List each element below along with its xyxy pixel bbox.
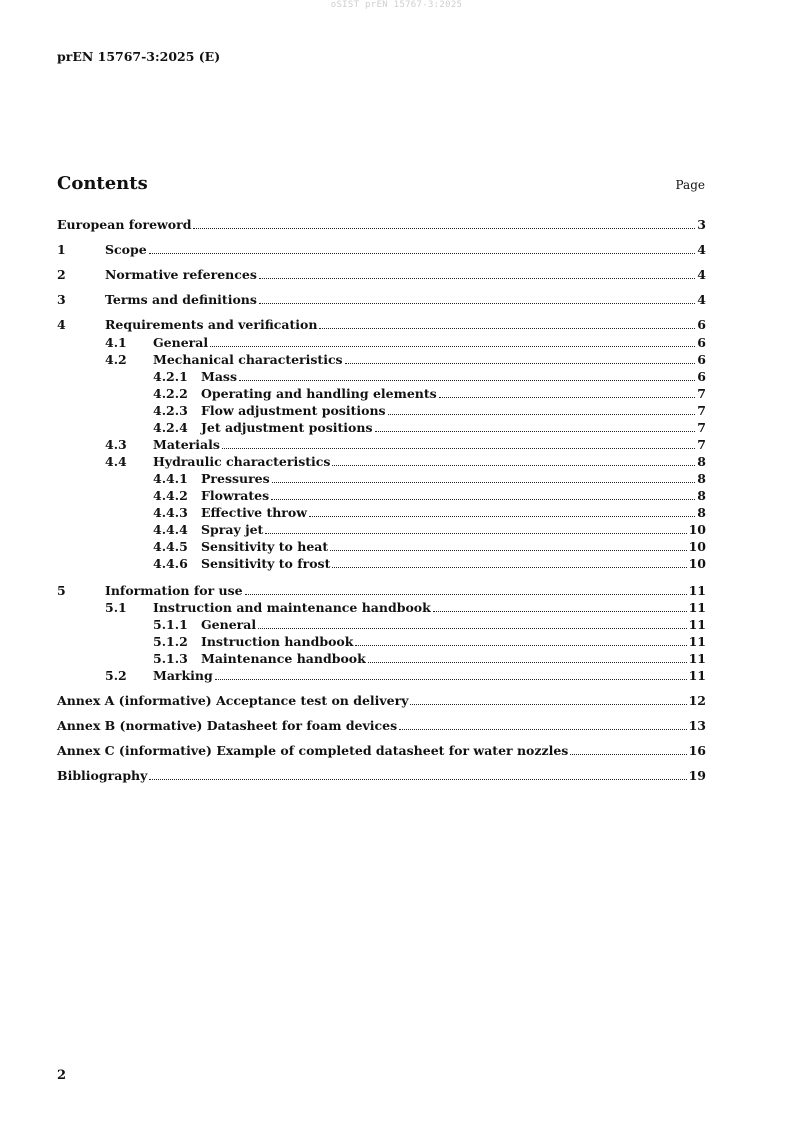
toc-entry[interactable] <box>57 538 706 555</box>
toc-entry-title: Maintenance handbook <box>201 651 366 666</box>
toc-entry-page: 8 <box>697 505 706 520</box>
toc-dot-leader <box>259 302 695 304</box>
toc-dot-leader <box>332 464 695 466</box>
toc-entry-page: 3 <box>697 217 706 232</box>
toc-entry[interactable] <box>57 667 706 684</box>
page-column-label: Page <box>675 178 705 192</box>
toc-dot-leader <box>433 610 687 612</box>
toc-dot-leader <box>265 532 686 534</box>
toc-entry[interactable] <box>57 291 706 308</box>
toc-dot-leader <box>215 678 687 680</box>
toc-entry[interactable] <box>57 216 706 233</box>
toc-entry-title: Spray jet <box>201 522 264 537</box>
toc-entry-title: Flowrates <box>201 488 270 503</box>
toc-entry-number: 4.2.4 <box>153 420 188 435</box>
toc-entry-page: 8 <box>697 488 706 503</box>
toc-entry[interactable] <box>57 419 706 436</box>
toc-entry-number: 4.4.4 <box>153 522 188 537</box>
toc-dot-leader <box>222 447 695 449</box>
toc-entry-number: 5.2 <box>105 668 127 683</box>
toc-entry-number: 4.4 <box>105 454 127 469</box>
toc-entry-title: Pressures <box>201 471 270 486</box>
toc-entry-title: Normative references <box>105 267 257 282</box>
toc-entry-title: Requirements and verification <box>105 317 318 332</box>
toc-entry[interactable] <box>57 692 706 709</box>
toc-entry-title: Sensitivity to heat <box>201 539 329 554</box>
toc-entry[interactable] <box>57 616 706 633</box>
toc-entry[interactable] <box>57 334 706 351</box>
toc-entry-number: 4.2 <box>105 352 127 367</box>
toc-dot-leader <box>410 703 686 705</box>
toc-entry-page: 4 <box>697 267 706 282</box>
toc-entry-number: 5.1.3 <box>153 651 188 666</box>
toc-entry-number: 4.2.3 <box>153 403 188 418</box>
toc-entry[interactable] <box>57 767 706 784</box>
toc-dot-leader <box>245 593 687 595</box>
toc-entry-page: 19 <box>688 768 706 783</box>
toc-entry[interactable] <box>57 633 706 650</box>
toc-entry-title: Mass <box>201 369 238 384</box>
toc-dot-leader <box>259 277 695 279</box>
toc-entry-number: 2 <box>57 267 66 282</box>
toc-entry-title: General <box>153 335 209 350</box>
toc-entry-title: Marking <box>153 668 213 683</box>
toc-entry-number: 4.1 <box>105 335 127 350</box>
toc-entry-number: 4.2.1 <box>153 369 188 384</box>
toc-entry-page: 6 <box>697 335 706 350</box>
toc-entry-title: Instruction handbook <box>201 634 354 649</box>
toc-entry-number: 4.4.5 <box>153 539 188 554</box>
toc-dot-leader <box>570 753 686 755</box>
toc-entry-title: Sensitivity to frost <box>201 556 331 571</box>
toc-entry-page: 6 <box>697 369 706 384</box>
toc-dot-leader <box>345 362 696 364</box>
watermark: oSIST prEN 15767-3:2025 <box>330 0 463 10</box>
toc-entry-page: 7 <box>697 420 706 435</box>
toc-dot-leader <box>399 728 686 730</box>
toc-entry-number: 4.4.3 <box>153 505 188 520</box>
toc-dot-leader <box>330 549 686 551</box>
toc-entry-page: 8 <box>697 471 706 486</box>
toc-entry-page: 8 <box>697 454 706 469</box>
toc-entry-number: 5.1 <box>105 600 127 615</box>
toc-entry[interactable] <box>57 453 706 470</box>
document-id-header: prEN 15767-3:2025 (E) <box>57 49 221 64</box>
toc-entry-page: 6 <box>697 317 706 332</box>
toc-entry-page: 6 <box>697 352 706 367</box>
toc-entry-number: 5.1.2 <box>153 634 188 649</box>
toc-entry-page: 16 <box>688 743 706 758</box>
toc-entry-title: European foreword <box>57 217 192 232</box>
toc-entry-page: 7 <box>697 386 706 401</box>
toc-entry-title: Materials <box>153 437 220 452</box>
toc-dot-leader <box>332 566 686 568</box>
toc-entry[interactable] <box>57 368 706 385</box>
toc-entry-title: Annex B (normative) Datasheet for foam devices <box>57 718 398 733</box>
toc-dot-leader <box>309 515 695 517</box>
toc-entry-title: Flow adjustment positions <box>201 403 386 418</box>
toc-entry[interactable] <box>57 402 706 419</box>
toc-entry-page: 4 <box>697 242 706 257</box>
toc-entry-title: Scope <box>105 242 147 257</box>
toc-entry[interactable] <box>57 316 706 333</box>
toc-entry[interactable] <box>57 504 706 521</box>
toc-entry-title: Annex A (informative) Acceptance test on delivery <box>57 693 409 708</box>
toc-dot-leader <box>193 227 695 229</box>
toc-entry-number: 4 <box>57 317 66 332</box>
toc-entry[interactable] <box>57 555 706 572</box>
toc-dot-leader <box>271 498 695 500</box>
toc-entry[interactable] <box>57 599 706 616</box>
toc-entry-page: 4 <box>697 292 706 307</box>
toc-entry-page: 10 <box>688 556 706 571</box>
toc-dot-leader <box>272 481 696 483</box>
toc-entry-title: Operating and handling elements <box>201 386 437 401</box>
toc-entry-page: 11 <box>688 583 706 598</box>
toc-entry[interactable] <box>57 351 706 368</box>
toc-dot-leader <box>258 627 686 629</box>
toc-entry-page: 13 <box>688 718 706 733</box>
toc-entry-title: Bibliography <box>57 768 148 783</box>
toc-entry-title: Terms and definitions <box>105 292 257 307</box>
toc-dot-leader <box>149 252 696 254</box>
toc-dot-leader <box>375 430 696 432</box>
toc-entry-title: Hydraulic characteristics <box>153 454 331 469</box>
toc-entry-number: 1 <box>57 242 66 257</box>
toc-entry[interactable] <box>57 487 706 504</box>
toc-entry[interactable] <box>57 241 706 258</box>
toc-dot-leader <box>388 413 696 415</box>
toc-entry[interactable] <box>57 436 706 453</box>
toc-entry[interactable] <box>57 266 706 283</box>
toc-dot-leader <box>210 345 695 347</box>
toc-entry-page: 7 <box>697 403 706 418</box>
toc-entry-page: 7 <box>697 437 706 452</box>
toc-dot-leader <box>355 644 686 646</box>
toc-entry-page: 10 <box>688 522 706 537</box>
toc-dot-leader <box>439 396 696 398</box>
page-number: 2 <box>57 1068 67 1083</box>
toc-entry[interactable] <box>57 385 706 402</box>
toc-entry-number: 5.1.1 <box>153 617 188 632</box>
toc-entry-number: 4.2.2 <box>153 386 188 401</box>
toc-entry[interactable] <box>57 742 706 759</box>
toc-entry-number: 4.3 <box>105 437 127 452</box>
toc-entry[interactable] <box>57 717 706 734</box>
toc-entry-number: 4.4.1 <box>153 471 188 486</box>
toc-entry-page: 11 <box>688 617 706 632</box>
toc-dot-leader <box>319 327 695 329</box>
toc-entry-page: 12 <box>688 693 706 708</box>
toc-entry-title: Information for use <box>105 583 243 598</box>
toc-entry-title: General <box>201 617 257 632</box>
toc-entry[interactable] <box>57 521 706 538</box>
toc-dot-leader <box>239 379 695 381</box>
toc-entry-page: 11 <box>688 634 706 649</box>
toc-entry[interactable] <box>57 582 706 599</box>
toc-entry-title: Mechanical characteristics <box>153 352 343 367</box>
toc-entry-title: Effective throw <box>201 505 307 520</box>
toc-entry-number: 3 <box>57 292 66 307</box>
toc-entry-title: Annex C (informative) Example of completed datasheet for water nozzles <box>57 743 569 758</box>
toc-entry-number: 4.4.6 <box>153 556 188 571</box>
toc-entry-title: Jet adjustment positions <box>201 420 373 435</box>
toc-entry[interactable] <box>57 470 706 487</box>
toc-entry-page: 11 <box>688 668 706 683</box>
toc-entry-title: Instruction and maintenance handbook <box>153 600 431 615</box>
toc-entry-page: 11 <box>688 600 706 615</box>
toc-dot-leader <box>149 778 686 780</box>
toc-entry-number: 5 <box>57 583 66 598</box>
toc-entry-number: 4.4.2 <box>153 488 188 503</box>
toc-entry-page: 11 <box>688 651 706 666</box>
contents-title: Contents <box>57 173 148 194</box>
toc-dot-leader <box>368 661 687 663</box>
toc-entry-page: 10 <box>688 539 706 554</box>
toc-entry[interactable] <box>57 650 706 667</box>
